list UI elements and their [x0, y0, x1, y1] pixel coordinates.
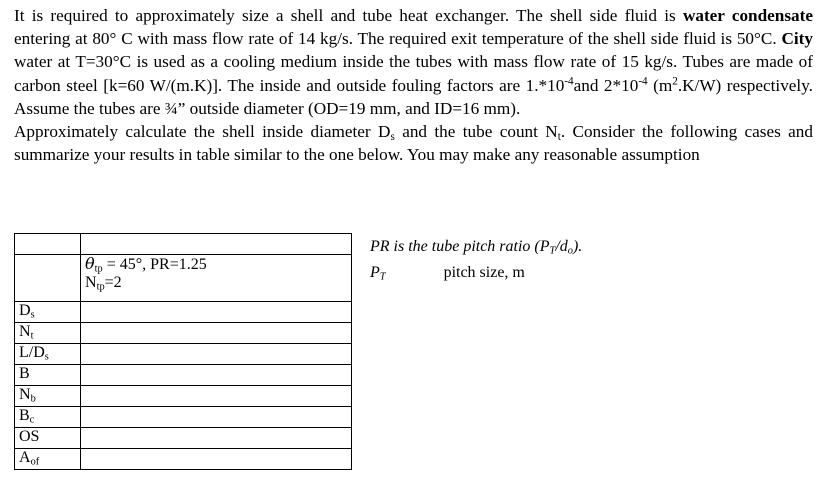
text: = 45°, PR=1.25 [102, 256, 207, 273]
bold-city: City [781, 29, 813, 49]
parameter-symbol: D [19, 302, 31, 319]
exponent: -4 [638, 74, 648, 87]
parameter-value [81, 407, 352, 428]
table-row [15, 386, 352, 407]
parameter-label [15, 302, 81, 323]
table-cell-empty [81, 234, 352, 255]
parameter-value [81, 449, 352, 470]
parameter-value [81, 428, 352, 449]
exponent: -4 [564, 74, 574, 87]
text: entering at 80° C with mass flow rate of 14 kg/s. The required exit temperature of the shell side fluid is 50°C. [14, 29, 782, 49]
text: =2 [104, 274, 122, 291]
text: /d [555, 238, 568, 255]
pitch-size-description: pitch size, m [443, 264, 525, 281]
subscript: b [30, 393, 36, 405]
table-case-row [15, 255, 352, 302]
bold-fluid-name: water condensate [682, 6, 813, 25]
subscript: s [390, 130, 395, 143]
parameter-value [81, 386, 352, 407]
subscript: c [29, 414, 35, 426]
pitch-ratio-note [370, 234, 582, 260]
parameter-label [15, 449, 81, 470]
text: .K/W) respectively. Assume the tubes are ¾” outside diameter (OD=19 mm, and ID=16 mm). [14, 75, 813, 118]
case-angle-pitch [85, 255, 347, 274]
parameter-label [15, 386, 81, 407]
table-cell-empty [15, 255, 81, 302]
table-row [15, 323, 352, 344]
table-row [15, 428, 352, 449]
table-row [15, 365, 352, 386]
subscript: tp [94, 263, 103, 275]
subscript: t [557, 130, 561, 143]
text: and the tube count N [394, 122, 558, 142]
subscript: of [30, 456, 40, 468]
parameter-symbol: A [19, 449, 31, 466]
case-description [81, 255, 352, 302]
problem-paragraph-1 [14, 4, 813, 120]
parameter-label [15, 428, 81, 449]
notes [370, 234, 582, 286]
text: N [85, 274, 97, 291]
parameter-label [15, 365, 81, 386]
parameter-symbol: N [19, 386, 31, 403]
exponent: 2 [672, 74, 678, 87]
case-tube-passes [85, 274, 347, 292]
pitch-size-note [370, 260, 582, 286]
subscript: s [30, 309, 35, 321]
text: Approximately calculate the shell inside diameter D [14, 122, 391, 142]
parameter-value [81, 302, 352, 323]
subscript: T [549, 245, 556, 257]
table-cell-empty [15, 234, 81, 255]
parameter-symbol: OS [19, 428, 40, 445]
pitch-symbol: P [370, 264, 380, 281]
table-row [15, 302, 352, 323]
table-body [15, 302, 352, 470]
parameter-label [15, 407, 81, 428]
subscript: s [44, 351, 49, 363]
parameter-label [15, 344, 81, 365]
text: ). [572, 238, 583, 255]
subscript: tp [96, 281, 105, 293]
problem-paragraph-2 [14, 120, 813, 166]
parameter-value [81, 365, 352, 386]
theta-symbol: θ [85, 254, 95, 273]
table-row [15, 344, 352, 365]
text: . Consider the following cases and summarize your results in table similar to the one below. You may make any reasonable assumption [14, 122, 813, 165]
parameter-value [81, 323, 352, 344]
text: water at T=30°C is used as a cooling medium inside the tubes with mass flow rate of 15 kg/s. Tubes are made of carbon steel [k=60 W/(m.K)]. The inside and outside fouling factors are 1.*10 [14, 52, 813, 95]
results-table [14, 233, 352, 470]
text: and 2*10 [573, 75, 639, 95]
problem-statement [14, 4, 813, 166]
text: (m [647, 75, 673, 95]
text: It is required to approximately size a shell and tube heat exchanger. The shell side fluid is [14, 6, 683, 25]
parameter-symbol: L/D [19, 344, 45, 361]
subscript: o [567, 245, 573, 257]
subscript: t [30, 330, 34, 342]
table-header-row [15, 234, 352, 255]
parameter-label [15, 323, 81, 344]
parameter-value [81, 344, 352, 365]
parameter-symbol: B [19, 407, 30, 424]
parameter-symbol: N [19, 323, 31, 340]
parameter-symbol: B [19, 365, 30, 382]
text: PR is the tube pitch ratio (P [370, 238, 550, 255]
table-row [15, 449, 352, 470]
subscript: T [379, 271, 386, 283]
table-row [15, 407, 352, 428]
